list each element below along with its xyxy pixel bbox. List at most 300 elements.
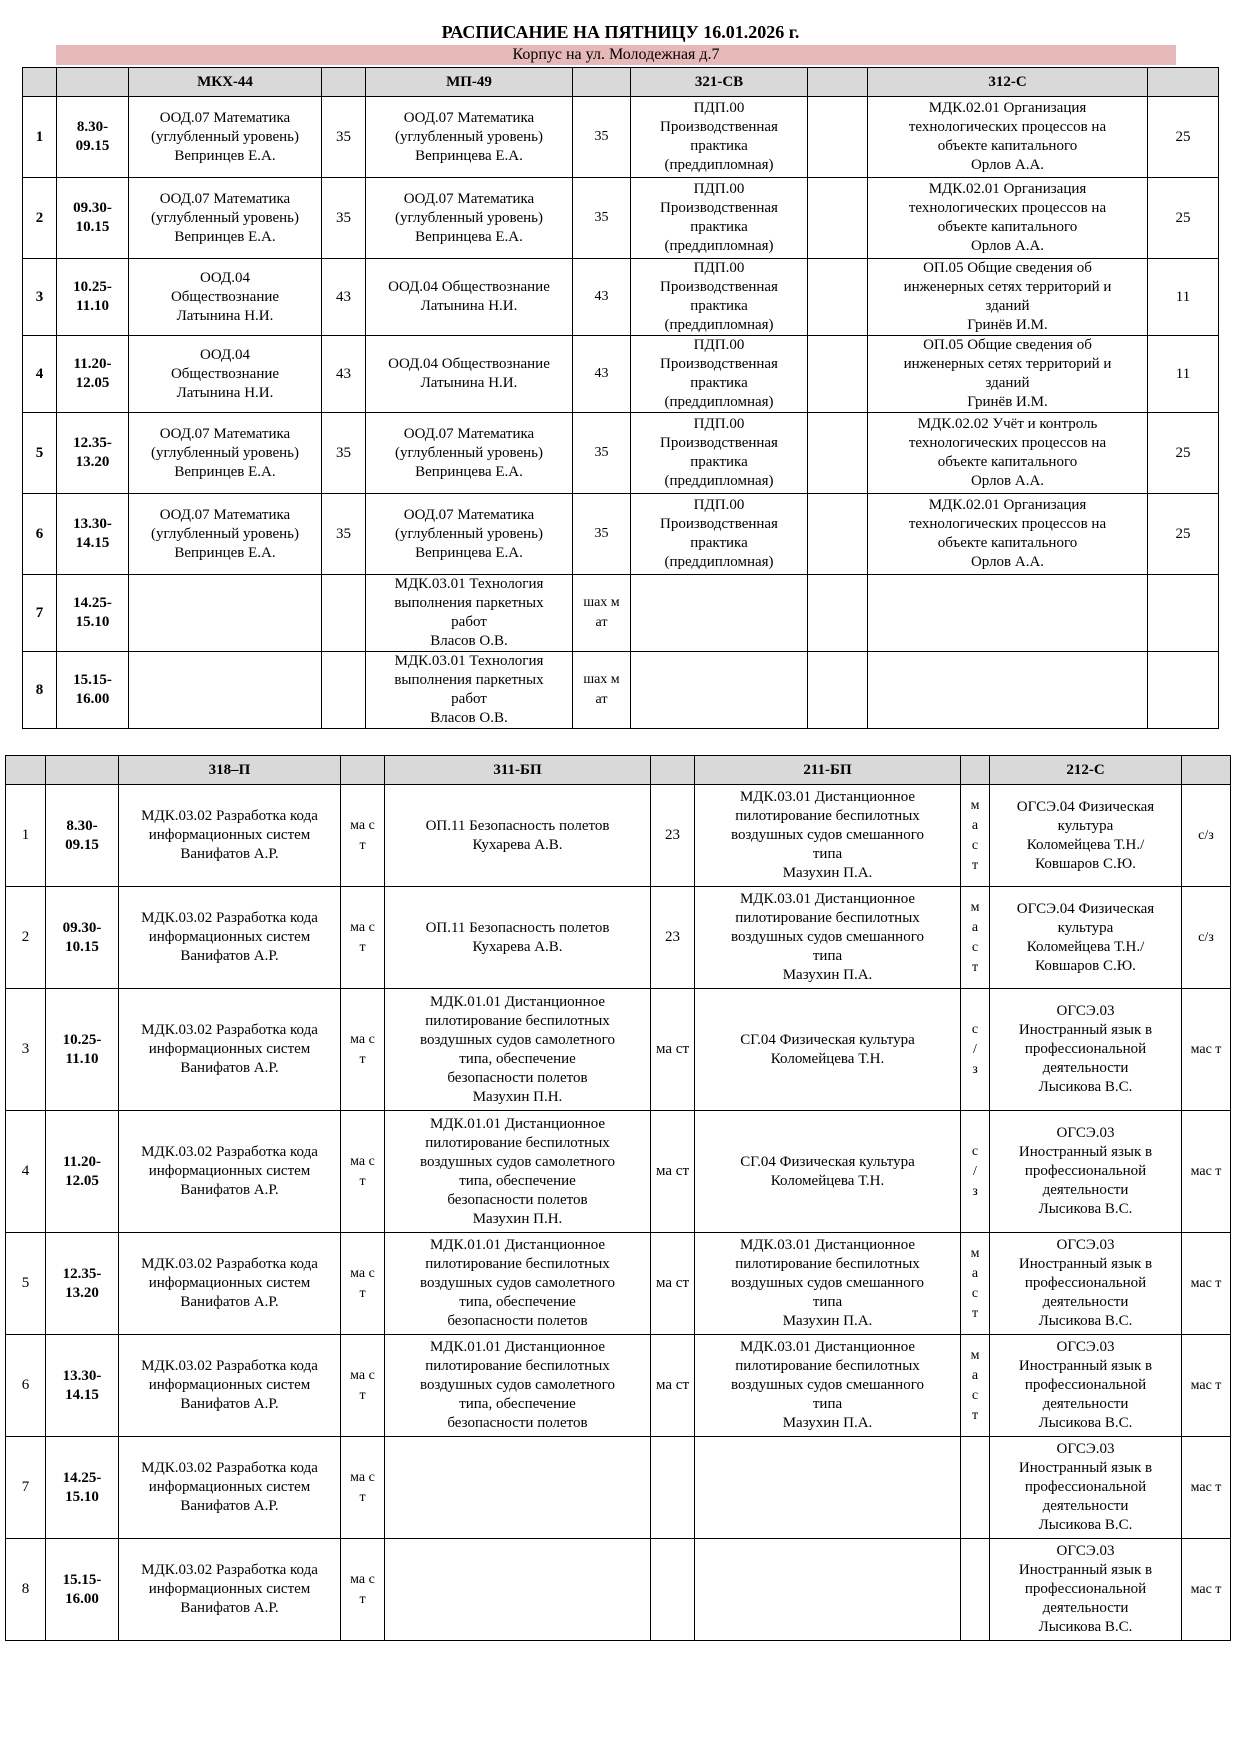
subject-line: ООД.04 — [200, 269, 250, 286]
subject-cell — [129, 178, 322, 259]
room-cell: ма ст — [341, 1335, 385, 1437]
subject-line: Вепринцева Е.А. — [415, 228, 523, 245]
building-banner: Корпус на ул. Молодежная д.7 — [56, 45, 1176, 65]
subject-cell — [366, 413, 573, 494]
lesson-number: 2 — [6, 887, 46, 989]
lesson-time — [57, 575, 129, 652]
time-line: 11.20- — [63, 1153, 101, 1170]
subject-line: Иностранный язык в — [1018, 1358, 1153, 1374]
subject-line: выполнения паркетных — [394, 595, 544, 611]
subject-line: Лысикова В.С. — [1038, 1079, 1133, 1095]
room-cell: мас т — [1182, 1539, 1231, 1641]
subject-line: МДК.02.01 Организация — [928, 100, 1087, 116]
subject-line: пилотирование беспилотных — [735, 910, 920, 926]
subject-line: Орлов А.А. — [970, 157, 1045, 173]
room-header — [961, 756, 990, 785]
time-line: 15.15- — [73, 672, 112, 688]
subject-cell — [385, 1539, 651, 1641]
subject-line: Иностранный язык в — [1018, 1144, 1153, 1160]
room-cell: 35 — [322, 178, 366, 259]
subject-line: ООД.07 Математика — [403, 425, 535, 442]
subject-line: технологических процессов на — [908, 119, 1107, 135]
subject-line: СГ.04 Физическая культура — [740, 1153, 915, 1170]
subject-line: Лысикова В.С. — [1038, 1201, 1133, 1217]
lesson-time — [57, 178, 129, 259]
time-line: 09.30- — [62, 919, 102, 936]
subject-line: Власов О.В. — [430, 710, 508, 726]
subject-line: Лысикова В.С. — [1038, 1517, 1133, 1533]
lesson-time — [46, 1111, 119, 1233]
subject-line: деятельности — [1042, 1600, 1129, 1616]
lesson-number: 5 — [6, 1233, 46, 1335]
subject-cell — [990, 1539, 1182, 1641]
subject-cell — [868, 97, 1148, 178]
subject-cell — [119, 989, 341, 1111]
subject-cell — [695, 1539, 961, 1641]
room-cell — [808, 494, 868, 575]
subject-line: ПДП.00 — [693, 260, 745, 276]
subject-line: безопасности полетов — [447, 1069, 588, 1086]
subject-line: Ванифатов А.Р. — [180, 1060, 279, 1076]
subject-line: воздушных судов смешанного — [730, 827, 924, 843]
lesson-number: 6 — [6, 1335, 46, 1437]
time-line: 8.30- — [76, 119, 109, 135]
subject-line: ООД.04 Обществознание — [388, 279, 550, 295]
subject-cell — [385, 1335, 651, 1437]
subject-cell — [129, 652, 322, 729]
subject-line: Ковшаров С.Ю. — [1035, 855, 1136, 872]
subject-line: пилотирование беспилотных — [425, 1358, 610, 1374]
room-header — [1148, 68, 1219, 97]
subject-line: МДК.03.02 Разработка кода — [141, 910, 318, 926]
lesson-time — [57, 494, 129, 575]
subject-line: Иностранный язык в — [1018, 1460, 1153, 1476]
header-time — [46, 756, 119, 785]
room-cell: ма ст — [341, 1539, 385, 1641]
room-cell — [808, 178, 868, 259]
subject-line: выполнения паркетных — [394, 672, 544, 688]
subject-line: ПДП.00 — [693, 497, 745, 513]
subject-line: ОП.05 Общие сведения об — [923, 260, 1092, 276]
subject-cell — [129, 494, 322, 575]
subject-line: Мазухин П.Н. — [472, 1210, 563, 1227]
subject-line: типа — [812, 846, 843, 862]
schedule-table-2 — [5, 755, 1231, 1641]
table-row — [6, 1539, 1231, 1641]
lesson-number: 5 — [23, 413, 57, 494]
room-cell: мас т — [1182, 1111, 1231, 1233]
subject-line: Гринёв И.М. — [967, 317, 1048, 333]
subject-line: практика — [690, 375, 748, 391]
header-num — [23, 68, 57, 97]
group-header: 321-СВ — [631, 68, 808, 97]
subject-line: типа, обеспечение — [459, 1294, 576, 1310]
subject-line: объекте капитального — [937, 535, 1078, 551]
subject-line: Производственная — [660, 435, 778, 451]
subject-line: профессиональной — [1024, 1041, 1147, 1057]
subject-line: практика — [690, 454, 748, 470]
room-header — [808, 68, 868, 97]
time-line: 11.20- — [73, 356, 112, 372]
subject-line: Мазухин П.А. — [782, 967, 873, 983]
subject-line: Власов О.В. — [430, 633, 508, 649]
subject-line: ПДП.00 — [693, 181, 745, 197]
subject-cell — [119, 785, 341, 887]
subject-line: Латынина Н.И. — [176, 384, 274, 401]
room-header — [651, 756, 695, 785]
subject-cell — [990, 1111, 1182, 1233]
subject-line: типа, обеспечение — [459, 1396, 576, 1412]
subject-line: Вепринцев Е.А. — [174, 147, 276, 164]
subject-line: технологических процессов на — [908, 435, 1107, 451]
subject-line: культура — [1057, 919, 1114, 936]
lesson-number: 3 — [6, 989, 46, 1111]
time-line: 09.30- — [73, 200, 112, 216]
subject-cell — [366, 97, 573, 178]
subject-cell — [119, 887, 341, 989]
room-cell: м а с т — [961, 1233, 990, 1335]
subject-line: ОГСЭ.03 — [1056, 1237, 1115, 1253]
subject-line: типа, обеспечение — [459, 1050, 576, 1067]
lesson-number: 2 — [23, 178, 57, 259]
room-cell — [651, 1437, 695, 1539]
subject-line: СГ.04 Физическая культура — [740, 1031, 915, 1048]
subject-line: Ванифатов А.Р. — [180, 846, 279, 862]
room-cell: 35 — [573, 413, 631, 494]
room-cell: ма ст — [341, 887, 385, 989]
time-line: 15.10 — [75, 614, 110, 630]
subject-line: зданий — [985, 298, 1030, 314]
time-line: 14.15 — [65, 1386, 99, 1403]
subject-line: Лысикова В.С. — [1038, 1415, 1133, 1431]
subject-cell — [129, 259, 322, 336]
table-row — [6, 989, 1231, 1111]
subject-line: ООД.07 Математика — [159, 425, 291, 442]
subject-cell — [129, 97, 322, 178]
subject-line: ООД.07 Математика — [403, 506, 535, 523]
subject-line: Ванифатов А.Р. — [180, 1498, 279, 1514]
time-line: 09.15 — [65, 836, 99, 853]
time-line: 11.10 — [65, 1050, 99, 1067]
subject-line: типа — [812, 1396, 843, 1412]
subject-line: технологических процессов на — [908, 516, 1107, 532]
table-row — [23, 178, 1219, 259]
subject-line: Производственная — [660, 119, 778, 135]
subject-line: практика — [690, 138, 748, 154]
room-cell — [651, 1539, 695, 1641]
room-cell — [808, 413, 868, 494]
table-row — [23, 494, 1219, 575]
subject-line: Производственная — [660, 356, 778, 372]
time-line: 15.10 — [65, 1488, 99, 1505]
subject-line: Лысикова В.С. — [1038, 1313, 1133, 1329]
table-row — [6, 785, 1231, 887]
subject-line: Вепринцева Е.А. — [415, 544, 523, 561]
room-cell: ма ст — [651, 1233, 695, 1335]
subject-cell — [695, 989, 961, 1111]
lesson-time — [57, 259, 129, 336]
subject-line: (углубленный уровень) — [394, 128, 543, 145]
subject-line: Кухарева А.В. — [472, 938, 563, 955]
room-cell: 35 — [322, 413, 366, 494]
time-line: 09.15 — [75, 138, 110, 154]
subject-line: Коломейцева Т.Н. — [770, 1050, 885, 1067]
subject-line: ОГСЭ.03 — [1056, 1125, 1115, 1141]
room-cell: с/з — [1182, 887, 1231, 989]
subject-line: МДК.03.01 Технология — [394, 653, 544, 669]
subject-line: Мазухин П.Н. — [472, 1088, 563, 1105]
subject-line: инженерных сетях территорий и — [903, 356, 1112, 372]
subject-line: информационных систем — [148, 1041, 311, 1057]
room-cell: мас т — [1182, 1233, 1231, 1335]
subject-cell — [366, 652, 573, 729]
subject-line: ПДП.00 — [693, 100, 745, 116]
subject-cell — [631, 652, 808, 729]
room-cell: мас т — [1182, 1437, 1231, 1539]
table-row — [23, 413, 1219, 494]
subject-line: Латынина Н.И. — [420, 375, 518, 391]
table-header-row — [23, 68, 1219, 97]
subject-line: ОГСЭ.03 — [1056, 1543, 1115, 1559]
room-cell: с / з — [961, 989, 990, 1111]
lesson-time — [46, 1233, 119, 1335]
subject-line: МДК.03.02 Разработка кода — [141, 1144, 318, 1160]
room-cell — [808, 97, 868, 178]
subject-line: Иностранный язык в — [1018, 1022, 1153, 1038]
subject-line: типа, обеспечение — [459, 1172, 576, 1189]
subject-cell — [868, 652, 1148, 729]
subject-line: воздушных судов смешанного — [730, 1377, 924, 1393]
subject-line: типа — [812, 1294, 843, 1310]
table-row — [23, 259, 1219, 336]
lesson-time — [46, 1335, 119, 1437]
subject-line: воздушных судов смешанного — [730, 1275, 924, 1291]
room-cell: 35 — [322, 97, 366, 178]
subject-line: МДК.03.01 Дистанционное — [739, 789, 916, 805]
room-cell: с / з — [961, 1111, 990, 1233]
subject-line: профессиональной — [1024, 1479, 1147, 1495]
subject-line: Латынина Н.И. — [420, 298, 518, 314]
subject-line: Орлов А.А. — [970, 554, 1045, 570]
subject-line: информационных систем — [148, 827, 311, 843]
subject-line: ПДП.00 — [693, 337, 745, 353]
subject-line: МДК.01.01 Дистанционное — [429, 1339, 606, 1355]
subject-line: Орлов А.А. — [970, 238, 1045, 254]
room-cell — [808, 575, 868, 652]
subject-line: профессиональной — [1024, 1275, 1147, 1291]
room-cell: 11 — [1148, 259, 1219, 336]
subject-line: пилотирование беспилотных — [425, 1256, 610, 1272]
subject-line: Лысикова В.С. — [1038, 1619, 1133, 1635]
subject-line: пилотирование беспилотных — [425, 1012, 610, 1029]
table-row — [23, 336, 1219, 413]
lesson-number: 7 — [6, 1437, 46, 1539]
subject-line: безопасности полетов — [447, 1313, 588, 1329]
room-header — [573, 68, 631, 97]
subject-cell — [129, 336, 322, 413]
room-cell: м а с т — [961, 785, 990, 887]
room-cell: ма ст — [341, 989, 385, 1111]
time-line: 13.30- — [73, 516, 112, 532]
header-num — [6, 756, 46, 785]
subject-line: МДК.01.01 Дистанционное — [429, 1237, 606, 1253]
time-line: 14.25- — [62, 1469, 102, 1486]
room-cell — [808, 652, 868, 729]
subject-line: работ — [451, 691, 487, 707]
subject-line: МДК.03.02 Разработка кода — [141, 1358, 318, 1374]
subject-line: Коломейцева Т.Н./ — [1026, 938, 1145, 955]
lesson-time — [57, 413, 129, 494]
subject-line: объекте капитального — [937, 219, 1078, 235]
subject-cell — [695, 887, 961, 989]
subject-cell — [631, 413, 808, 494]
subject-line: ООД.04 — [200, 346, 250, 363]
lesson-number: 1 — [23, 97, 57, 178]
subject-line: Ванифатов А.Р. — [180, 1294, 279, 1310]
subject-line: МДК.02.01 Организация — [928, 181, 1087, 197]
time-line: 13.20 — [75, 454, 110, 470]
subject-line: МДК.01.01 Дистанционное — [429, 993, 606, 1010]
subject-line: (преддипломная) — [664, 238, 774, 254]
room-cell: м а с т — [961, 1335, 990, 1437]
page-title: РАСПИСАНИЕ НА ПЯТНИЦУ 16.01.2026 г. — [441, 22, 800, 42]
subject-line: Иностранный язык в — [1018, 1256, 1153, 1272]
subject-cell — [868, 494, 1148, 575]
subject-cell — [366, 259, 573, 336]
subject-line: МДК.03.01 Дистанционное — [739, 891, 916, 907]
subject-line: МДК.03.01 Дистанционное — [739, 1339, 916, 1355]
room-cell: ма ст — [341, 1437, 385, 1539]
subject-line: (углубленный уровень) — [394, 209, 543, 226]
subject-cell — [990, 887, 1182, 989]
subject-line: (углубленный уровень) — [150, 209, 299, 226]
time-line: 15.15- — [62, 1571, 102, 1588]
room-cell: 23 — [651, 887, 695, 989]
subject-line: МДК.03.02 Разработка кода — [141, 1022, 318, 1038]
lesson-number: 3 — [23, 259, 57, 336]
lesson-time — [46, 989, 119, 1111]
subject-line: (преддипломная) — [664, 317, 774, 333]
room-cell: ма ст — [651, 1111, 695, 1233]
subject-line: культура — [1057, 817, 1114, 834]
subject-line: ОГСЭ.03 — [1056, 1441, 1115, 1457]
group-header: 312-С — [868, 68, 1148, 97]
subject-line: типа — [812, 948, 843, 964]
lesson-time — [57, 97, 129, 178]
subject-cell — [695, 1437, 961, 1539]
subject-cell — [366, 178, 573, 259]
subject-line: ОГСЭ.04 Физическая — [1016, 900, 1155, 917]
lesson-number: 4 — [23, 336, 57, 413]
subject-line: деятельности — [1042, 1498, 1129, 1514]
subject-line: (углубленный уровень) — [150, 525, 299, 542]
room-cell: 23 — [651, 785, 695, 887]
subject-line: информационных систем — [148, 1377, 311, 1393]
lesson-number: 4 — [6, 1111, 46, 1233]
subject-line: деятельности — [1042, 1294, 1129, 1310]
subject-line: безопасности полетов — [447, 1415, 588, 1431]
subject-line: ООД.07 Математика — [159, 109, 291, 126]
subject-cell — [631, 575, 808, 652]
room-header — [341, 756, 385, 785]
room-header — [1182, 756, 1231, 785]
time-line: 11.10 — [76, 298, 109, 314]
subject-line: (преддипломная) — [664, 473, 774, 489]
subject-line: ОГСЭ.03 — [1056, 1003, 1115, 1019]
lesson-number: 8 — [23, 652, 57, 729]
schedule-table-1 — [22, 67, 1219, 729]
subject-line: МДК.01.01 Дистанционное — [429, 1115, 606, 1132]
subject-cell — [990, 1233, 1182, 1335]
subject-cell — [119, 1335, 341, 1437]
subject-line: Ковшаров С.Ю. — [1035, 957, 1136, 974]
room-cell: м а с т — [961, 887, 990, 989]
subject-line: (углубленный уровень) — [394, 444, 543, 461]
subject-line: ООД.07 Математика — [403, 109, 535, 126]
subject-line: ООД.07 Математика — [159, 506, 291, 523]
subject-line: Вепринцев Е.А. — [174, 544, 276, 561]
subject-cell — [868, 259, 1148, 336]
table-row — [23, 652, 1219, 729]
subject-line: Ванифатов А.Р. — [180, 948, 279, 964]
room-header — [322, 68, 366, 97]
subject-line: (углубленный уровень) — [394, 525, 543, 542]
subject-cell — [631, 97, 808, 178]
subject-cell — [366, 575, 573, 652]
subject-line: Вепринцев Е.А. — [174, 463, 276, 480]
subject-line: воздушных судов самолетного — [420, 1031, 615, 1048]
table-row — [23, 575, 1219, 652]
group-header: 318–П — [119, 756, 341, 785]
subject-cell — [385, 1437, 651, 1539]
subject-line: информационных систем — [148, 929, 311, 945]
subject-cell — [385, 887, 651, 989]
subject-line: информационных систем — [148, 1275, 311, 1291]
subject-line: профессиональной — [1024, 1581, 1147, 1597]
subject-line: ОП.11 Безопасность полетов — [425, 919, 610, 936]
room-cell: ма ст — [341, 785, 385, 887]
subject-line: (преддипломная) — [664, 554, 774, 570]
subject-cell — [695, 1335, 961, 1437]
subject-cell — [129, 413, 322, 494]
room-cell — [1148, 575, 1219, 652]
subject-cell — [385, 1111, 651, 1233]
subject-line: Ванифатов А.Р. — [180, 1600, 279, 1616]
table-row — [6, 1437, 1231, 1539]
subject-cell — [990, 1437, 1182, 1539]
group-header: 212-С — [990, 756, 1182, 785]
room-cell: 43 — [573, 336, 631, 413]
subject-line: Обществознание — [170, 288, 280, 305]
room-cell: 25 — [1148, 494, 1219, 575]
subject-line: Производственная — [660, 516, 778, 532]
time-line: 13.20 — [65, 1284, 99, 1301]
room-cell: 25 — [1148, 178, 1219, 259]
subject-line: Иностранный язык в — [1018, 1562, 1153, 1578]
time-line: 12.35- — [62, 1265, 102, 1282]
subject-line: ОП.05 Общие сведения об — [923, 337, 1092, 353]
subject-cell — [631, 336, 808, 413]
group-header: 211-БП — [695, 756, 961, 785]
lesson-time — [46, 887, 119, 989]
subject-line: Орлов А.А. — [970, 473, 1045, 489]
subject-cell — [631, 259, 808, 336]
subject-line: Обществознание — [170, 365, 280, 382]
subject-cell — [868, 178, 1148, 259]
subject-line: (углубленный уровень) — [150, 444, 299, 461]
time-line: 10.15 — [65, 938, 99, 955]
subject-line: Производственная — [660, 279, 778, 295]
